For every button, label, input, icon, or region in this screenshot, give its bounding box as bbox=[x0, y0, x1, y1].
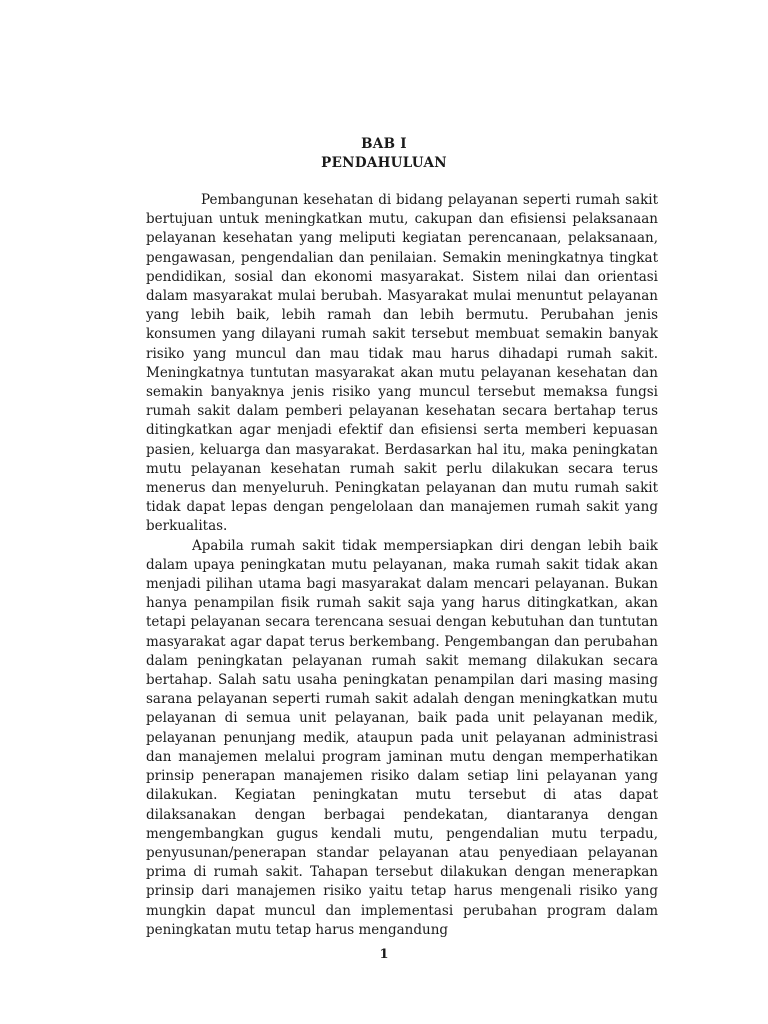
chapter-title: PENDAHULUAN bbox=[321, 155, 447, 171]
page-number: 1 bbox=[379, 947, 389, 962]
paragraph-2: Apabila rumah sakit tidak mempersiapkan diri dengan lebih baik dalam upaya peningkatan mutu pelayanan, maka rumah sakit tidak akan menjadi pilihan utama bagi masyarakat dalam mencari pelayanan. Bukan hanya penampilan fisik rumah sakit saja yang harus ditingkatkan, akan tetapi pelayanan secara terencana sesuai dengan kebutuhan dan tuntutan masyarakat agar dapat terus berkembang. Pengembangan dan perubahan dalam peningkatan pelayanan rumah sakit memang dilakukan secara bertahap. Salah satu usaha peningkatan penampilan dari masing masing sarana pelayanan seperti rumah sakit adalah dengan meningkatkan mutu pelayanan di semua unit pelayanan, baik pada unit pelayanan medik, pelayanan penunjang medik, ataupun pada unit pelayanan administrasi dan manajemen melalui program jaminan mutu dengan memperhatikan prinsip penerapan manajemen risiko dalam setiap lini pelayanan yang dilakukan. Kegiatan peningkatan mutu tersebut di atas dapat dilaksanakan dengan berbagai pendekatan, diantaranya dengan mengembangkan gugus kendali mutu, pengendalian mutu terpadu, penyusunan/penerapan standar pelayanan atau penyediaan pelayanan prima di rumah sakit. Tahapan tersebut dilakukan dengan menerapkan prinsip dari manajemen risiko yaitu tetap harus mengenali risiko yang mungkin dapat muncul dan implementasi perubahan program dalam peningkatan mutu tetap harus mengandung bbox=[146, 537, 658, 938]
body-text bbox=[146, 191, 658, 940]
paragraph-1: Pembangunan kesehatan di bidang pelayanan seperti rumah sakit bertujuan untuk meningkatkan mutu, cakupan dan efisiensi pelaksanaan pelayanan kesehatan yang meliputi kegiatan perencanaan, pelaksanaan, pengawasan, pengendalian dan penilaian. Semakin meningkatnya tingkat pendidikan, sosial dan ekonomi masyarakat. Sistem nilai dan orientasi dalam masyarakat mulai berubah. Masyarakat mulai menuntut pelayanan yang lebih baik, lebih ramah dan lebih bermutu. Perubahan jenis konsumen yang dilayani rumah sakit tersebut membuat semakin banyak risiko yang muncul dan mau tidak mau harus dihadapi rumah sakit. Meningkatnya tuntutan masyarakat akan mutu pelayanan kesehatan dan semakin banyaknya jenis risiko yang muncul tersebut memaksa fungsi rumah sakit dalam pemberi pelayanan kesehatan secara bertahap terus ditingkatkan agar menjadi efektif dan efisiensi serta memberi kepuasan pasien, keluarga dan masyarakat. Berdasarkan hal itu, maka peningkatan mutu pelayanan kesehatan rumah sakit perlu dilakukan secara terus menerus dan menyeluruh. Peningkatan pelayanan dan mutu rumah sakit tidak dapat lepas dengan pengelolaan dan manajemen rumah sakit yang berkualitas. bbox=[146, 192, 658, 535]
chapter-label: BAB I bbox=[361, 136, 407, 152]
